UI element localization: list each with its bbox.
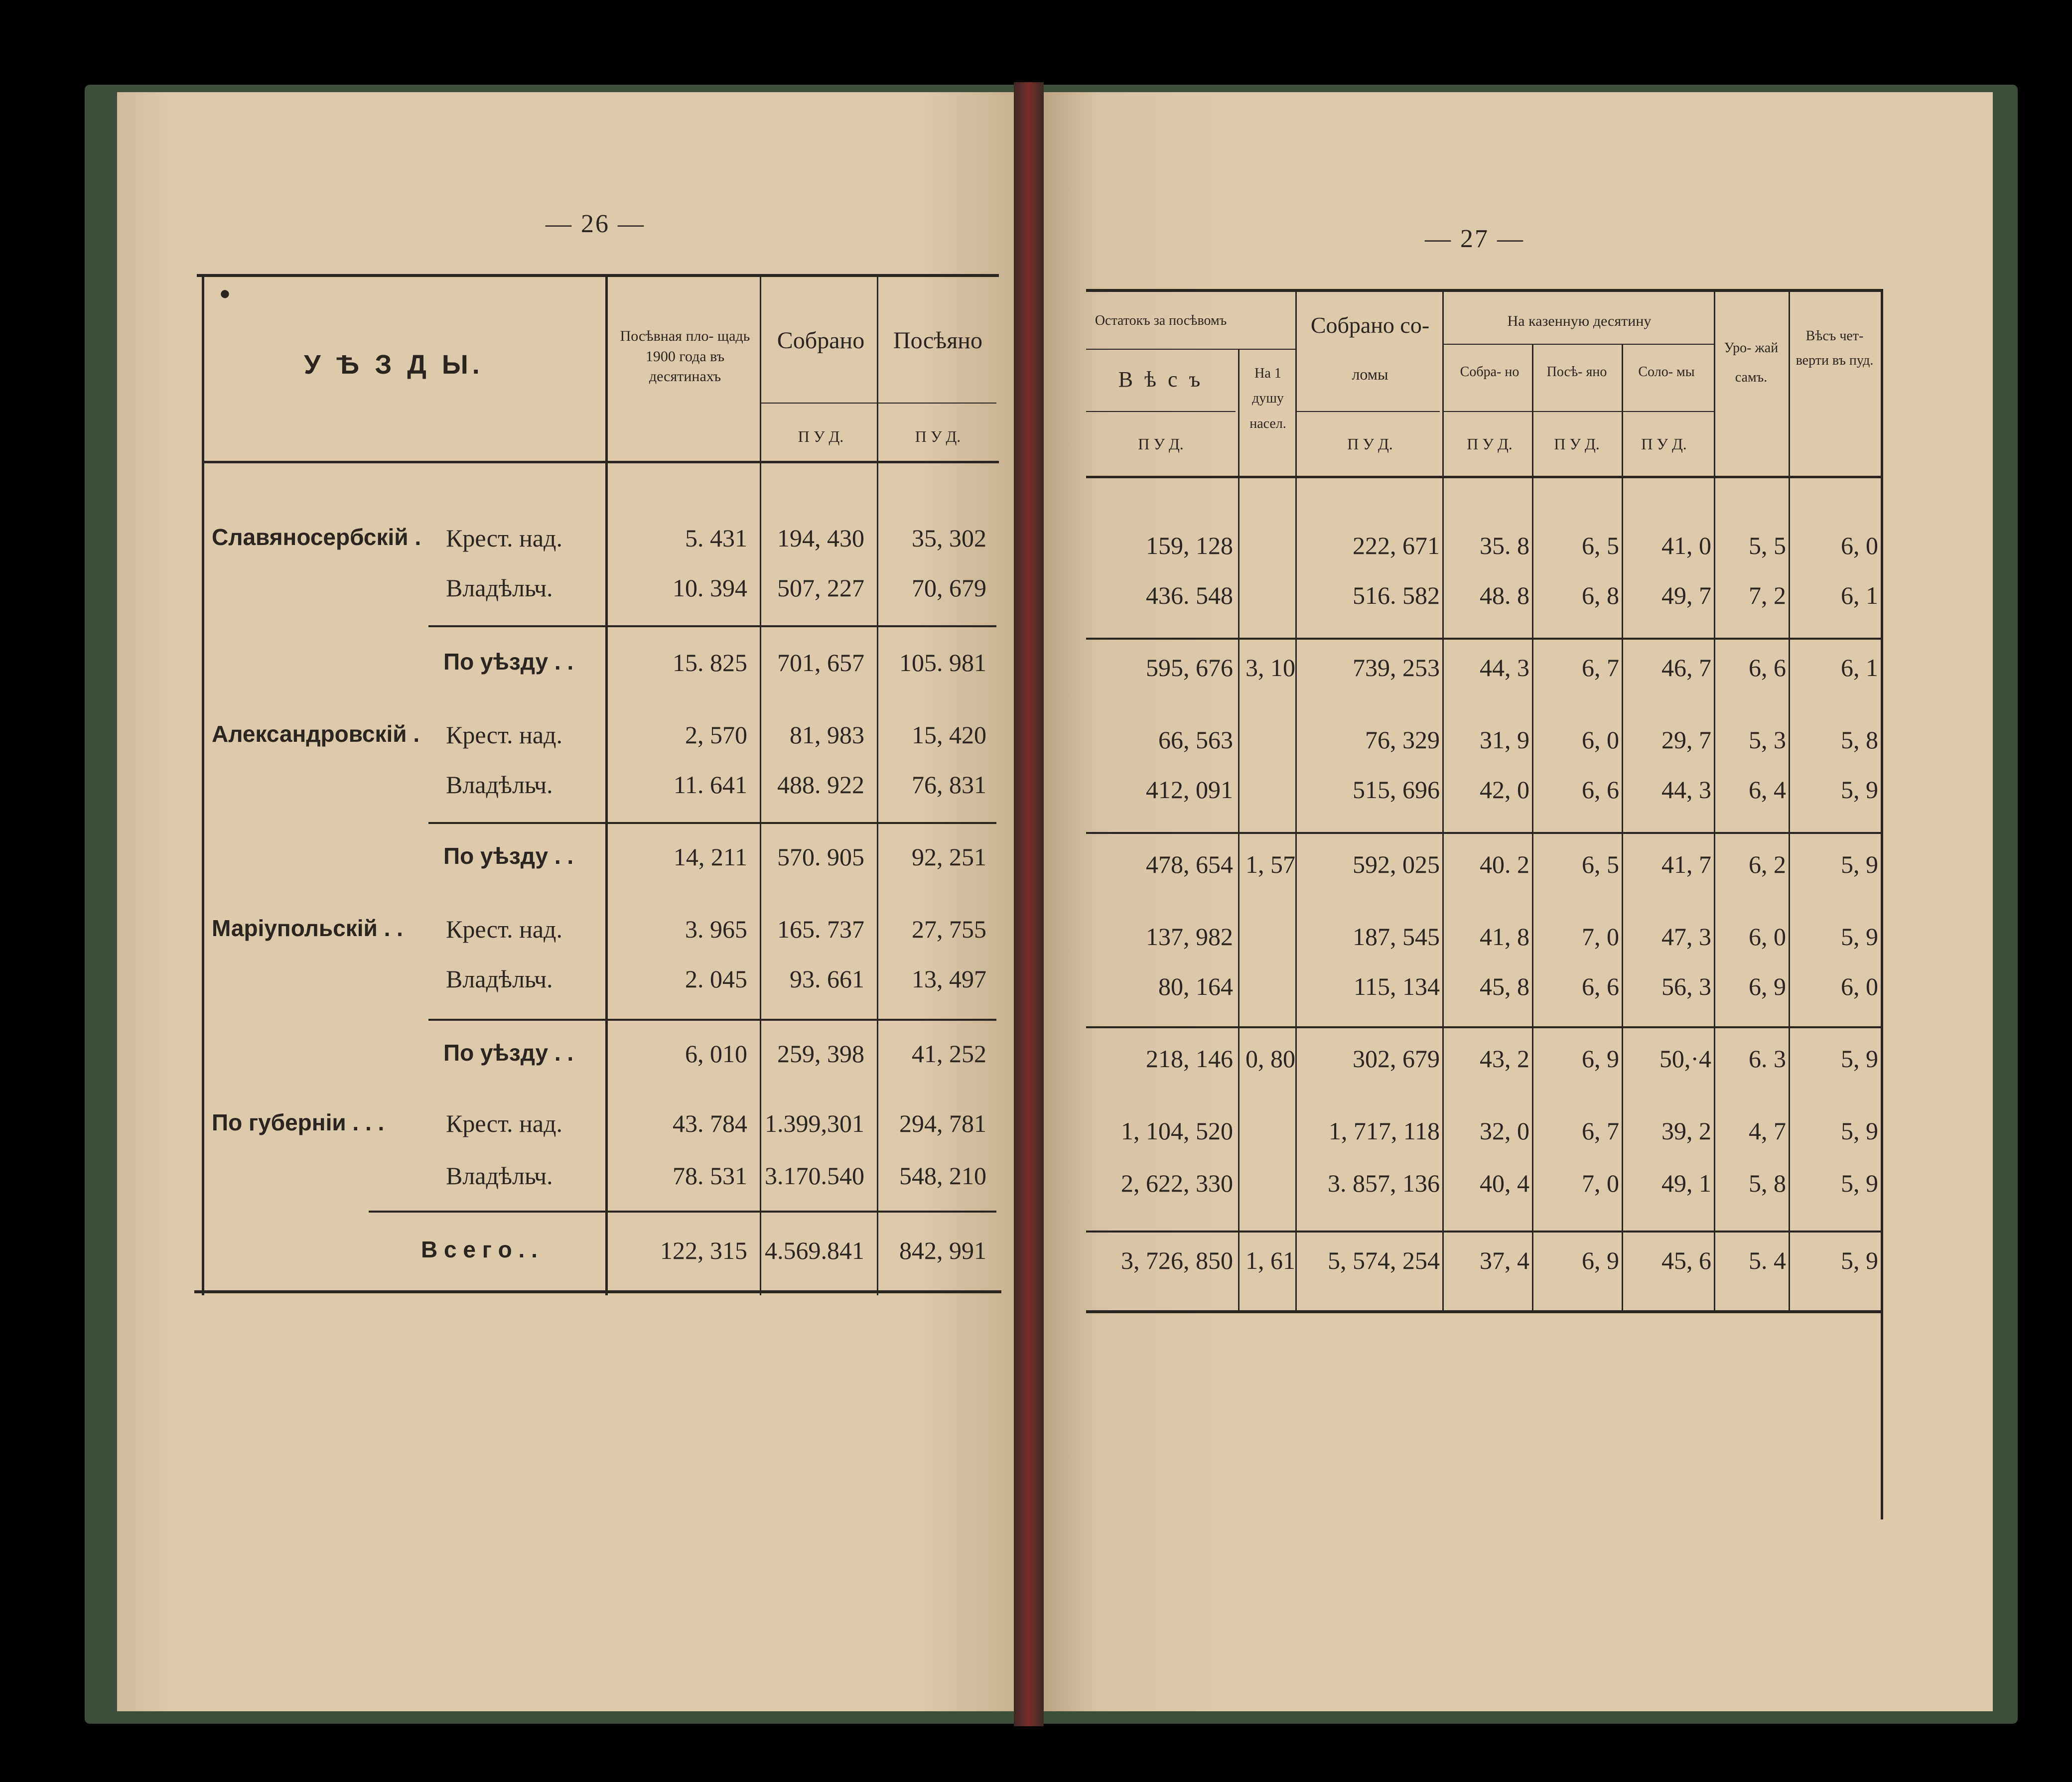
ves-chetverti-cell: 5, 9 [1841, 776, 1878, 804]
soloma-cell: 76, 329 [1365, 726, 1440, 754]
right-bottom-rule [1086, 1310, 1883, 1313]
area-cell: 5. 431 [685, 524, 747, 552]
ves-cell: 66, 563 [1158, 726, 1233, 754]
urozhai-cell: 5. 4 [1749, 1246, 1786, 1274]
sobrano-cell: 507, 227 [777, 574, 864, 602]
k-poseyano-cell: 6, 6 [1582, 972, 1619, 1000]
na1-cell: 1, 61 [1245, 1246, 1295, 1274]
k-sobrano-cell: 41, 8 [1480, 923, 1529, 951]
uezd-name: Александровскій . [212, 721, 420, 747]
poseyano-cell: 70, 679 [912, 574, 986, 602]
k-solomy-cell: 46, 7 [1661, 654, 1711, 682]
header-ves: В ѣ с ъ [1118, 367, 1204, 392]
marker-dot: ● [219, 283, 231, 304]
k-sobrano-cell: 32, 0 [1480, 1117, 1529, 1145]
subtotal-label: По уѣзду . . [443, 1040, 574, 1066]
ves-cell: 218, 146 [1146, 1045, 1233, 1073]
unit-k-sobrano: П У Д. [1467, 435, 1513, 453]
right-header-rule [1086, 476, 1883, 478]
unit-poseyano: П У Д. [915, 427, 961, 445]
sobrano-cell: 259, 398 [777, 1040, 864, 1068]
k-poseyano-cell: 6, 9 [1582, 1045, 1619, 1073]
unit-soloma: П У Д. [1347, 435, 1393, 453]
urozhai-cell: 5, 8 [1749, 1169, 1786, 1197]
k-sobrano-cell: 35. 8 [1480, 532, 1529, 559]
left-bottom-rule [194, 1290, 1001, 1293]
area-cell: 43. 784 [673, 1109, 747, 1137]
sobrano-cell: 488. 922 [777, 771, 864, 799]
ves-chetverti-cell: 5, 9 [1841, 850, 1878, 878]
subtotal-rule [1086, 832, 1883, 834]
area-cell: 2. 045 [685, 965, 747, 993]
k-solomy-cell: 56, 3 [1661, 972, 1711, 1000]
sobrano-cell: 570. 905 [777, 843, 864, 871]
subtotal-label: По уѣзду . . [443, 649, 574, 675]
right-top-rule [1086, 289, 1883, 292]
left-border [202, 274, 204, 1295]
na1-cell: 3, 10 [1245, 654, 1295, 682]
category-label: Владѣльч. [446, 965, 553, 993]
sub-rule [1295, 411, 1440, 412]
soloma-cell: 302, 679 [1353, 1045, 1440, 1073]
header-rule [202, 461, 999, 463]
soloma-cell: 3. 857, 136 [1328, 1169, 1440, 1197]
urozhai-cell: 6, 6 [1749, 654, 1786, 682]
urozhai-cell: 7, 2 [1749, 581, 1786, 609]
urozhai-cell: 6. 3 [1749, 1045, 1786, 1073]
sobrano-cell: 165. 737 [777, 915, 864, 943]
subtotal-rule [1086, 638, 1883, 640]
poseyano-cell: 294, 781 [899, 1109, 986, 1137]
header-k-poseyano: Посѣ- яно [1546, 364, 1607, 380]
area-cell: 122, 315 [660, 1236, 747, 1264]
poseyano-cell: 548, 210 [899, 1162, 986, 1190]
uezd-name: Маріупольскій . . [212, 915, 403, 941]
sobrano-cell: 3.170.540 [765, 1162, 864, 1190]
urozhai-cell: 6, 2 [1749, 850, 1786, 878]
col-sep [605, 274, 608, 1295]
k-poseyano-cell: 6, 5 [1582, 532, 1619, 559]
col-sep [1532, 344, 1533, 1310]
urozhai-cell: 4, 7 [1749, 1117, 1786, 1145]
k-poseyano-cell: 6, 9 [1582, 1246, 1619, 1274]
category-label: Крест. над. [446, 1109, 562, 1137]
urozhai-cell: 5, 3 [1749, 726, 1786, 754]
unit-rule [760, 403, 996, 404]
book-spine [1014, 82, 1044, 1726]
ves-chetverti-cell: 5, 9 [1841, 1117, 1878, 1145]
category-label: Владѣльч. [446, 574, 553, 602]
ves-cell: 412, 091 [1146, 776, 1233, 804]
header-sobrano: Собрано [777, 327, 865, 354]
poseyano-cell: 35, 302 [912, 524, 986, 552]
subtotal-label: По уѣзду . . [443, 843, 574, 869]
header-k-sobrano: Собра- но [1460, 364, 1519, 380]
poseyano-cell: 13, 497 [912, 965, 986, 993]
urozhai-cell: 6, 0 [1749, 923, 1786, 951]
k-poseyano-cell: 6, 6 [1582, 776, 1619, 804]
total-rule [369, 1211, 996, 1213]
urozhai-cell: 5, 5 [1749, 532, 1786, 559]
ves-chetverti-cell: 6, 1 [1841, 654, 1878, 682]
k-poseyano-cell: 6, 7 [1582, 1117, 1619, 1145]
k-solomy-cell: 49, 1 [1661, 1169, 1711, 1197]
subtotal-rule [428, 1019, 996, 1021]
header-ves-chetverti: Вѣсъ чет- верти въ пуд. [1796, 328, 1874, 368]
soloma-cell: 5, 574, 254 [1328, 1246, 1440, 1274]
k-solomy-cell: 41, 7 [1661, 850, 1711, 878]
soloma-cell: 1, 717, 118 [1328, 1117, 1440, 1145]
k-poseyano-cell: 7, 0 [1582, 923, 1619, 951]
sobrano-cell: 4.569.841 [765, 1236, 864, 1264]
header-poseyano: Посѣяно [893, 327, 982, 354]
unit-k-solomy: П У Д. [1641, 435, 1687, 453]
header-urozhai: Уро- жай самъ. [1724, 340, 1779, 385]
uezd-name: По губерніи . . . [212, 1109, 385, 1135]
ves-chetverti-cell: 5, 9 [1841, 1045, 1878, 1073]
poseyano-cell: 41, 252 [912, 1040, 986, 1068]
ves-chetverti-cell: 6, 1 [1841, 581, 1878, 609]
ves-cell: 159, 128 [1146, 532, 1233, 559]
header-area: Посѣвная пло- щадь 1900 года въ десятинахъ [620, 328, 750, 385]
ves-chetverti-cell: 5, 9 [1841, 923, 1878, 951]
sobrano-cell: 701, 657 [777, 649, 864, 677]
unit-sobrano: П У Д. [798, 427, 844, 445]
ves-chetverti-cell: 5, 9 [1841, 1169, 1878, 1197]
col-sep [1714, 289, 1715, 1310]
col-sep [1442, 289, 1444, 1310]
k-sobrano-cell: 40, 4 [1480, 1169, 1529, 1197]
soloma-cell: 739, 253 [1353, 654, 1440, 682]
sobrano-cell: 93. 661 [790, 965, 864, 993]
ves-chetverti-cell: 5, 9 [1841, 1246, 1878, 1274]
k-poseyano-cell: 6, 0 [1582, 726, 1619, 754]
header-k-solomy: Соло- мы [1638, 364, 1695, 380]
soloma-cell: 516. 582 [1353, 581, 1440, 609]
k-solomy-cell: 49, 7 [1661, 581, 1711, 609]
header-na-kazennuyu: На казенную десятину [1507, 313, 1652, 329]
ves-cell: 1, 104, 520 [1121, 1117, 1233, 1145]
sub-rule [1086, 349, 1295, 350]
category-label: Владѣльч. [446, 1162, 553, 1190]
sobrano-cell: 194, 430 [777, 524, 864, 552]
urozhai-cell: 6, 9 [1749, 972, 1786, 1000]
ves-cell: 137, 982 [1146, 923, 1233, 951]
k-sobrano-cell: 48. 8 [1480, 581, 1529, 609]
ves-cell: 478, 654 [1146, 850, 1233, 878]
category-label: Крест. над. [446, 915, 562, 943]
subtotal-rule [1086, 1026, 1883, 1028]
ves-chetverti-cell: 5, 8 [1841, 726, 1878, 754]
k-solomy-cell: 44, 3 [1661, 776, 1711, 804]
k-sobrano-cell: 42, 0 [1480, 776, 1529, 804]
uezd-name: Славяносербскій . [212, 524, 421, 550]
header-uezdy: У Ѣ З Д Ы. [304, 350, 484, 380]
k-poseyano-cell: 6, 5 [1582, 850, 1619, 878]
k-solomy-cell: 29, 7 [1661, 726, 1711, 754]
subtotal-label: В с е г о . . [421, 1236, 538, 1262]
ves-chetverti-cell: 6, 0 [1841, 972, 1878, 1000]
urozhai-cell: 6, 4 [1749, 776, 1786, 804]
area-cell: 15. 825 [673, 649, 747, 677]
total-rule [1086, 1231, 1883, 1233]
area-cell: 14, 211 [673, 843, 747, 871]
subtotal-rule [428, 625, 996, 627]
sub-rule [1442, 411, 1714, 412]
k-poseyano-cell: 6, 7 [1582, 654, 1619, 682]
sobrano-cell: 81, 983 [790, 721, 864, 749]
left-top-rule [197, 274, 999, 277]
k-sobrano-cell: 37, 4 [1480, 1246, 1529, 1274]
category-label: Крест. над. [446, 524, 562, 552]
poseyano-cell: 92, 251 [912, 843, 986, 871]
col-sep [1789, 289, 1790, 1310]
header-ostatok: Остатокъ за посѣвомъ [1095, 313, 1227, 328]
poseyano-cell: 105. 981 [899, 649, 986, 677]
ves-cell: 2, 622, 330 [1121, 1169, 1233, 1197]
header-soloma-line2: ломы [1352, 365, 1388, 383]
area-cell: 2, 570 [685, 721, 747, 749]
na1-cell: 1, 57 [1245, 850, 1295, 878]
poseyano-cell: 15, 420 [912, 721, 986, 749]
k-sobrano-cell: 40. 2 [1480, 850, 1529, 878]
soloma-cell: 222, 671 [1353, 532, 1440, 559]
ves-cell: 436. 548 [1146, 581, 1233, 609]
soloma-cell: 515, 696 [1353, 776, 1440, 804]
soloma-cell: 592, 025 [1353, 850, 1440, 878]
poseyano-cell: 27, 755 [912, 915, 986, 943]
ves-cell: 3, 726, 850 [1121, 1246, 1233, 1274]
subtotal-rule [428, 822, 996, 824]
col-sep [1622, 344, 1623, 1310]
k-sobrano-cell: 45, 8 [1480, 972, 1529, 1000]
unit-k-poseyano: П У Д. [1554, 435, 1600, 453]
k-solomy-cell: 47, 3 [1661, 923, 1711, 951]
k-solomy-cell: 50,·4 [1659, 1045, 1711, 1073]
soloma-cell: 187, 545 [1353, 923, 1440, 951]
k-solomy-cell: 39, 2 [1661, 1117, 1711, 1145]
k-poseyano-cell: 7, 0 [1582, 1169, 1619, 1197]
sobrano-cell: 1.399,301 [765, 1109, 864, 1137]
ves-chetverti-cell: 6, 0 [1841, 532, 1878, 559]
poseyano-cell: 76, 831 [912, 771, 986, 799]
soloma-cell: 115, 134 [1353, 972, 1440, 1000]
category-label: Владѣльч. [446, 771, 553, 799]
k-sobrano-cell: 44, 3 [1480, 654, 1529, 682]
k-sobrano-cell: 31, 9 [1480, 726, 1529, 754]
header-soloma-line1: Собрано со- [1310, 312, 1430, 338]
area-cell: 3. 965 [685, 915, 747, 943]
k-solomy-cell: 41, 0 [1661, 532, 1711, 559]
sub-rule [1086, 411, 1236, 412]
area-cell: 11. 641 [673, 771, 747, 799]
unit-ves: П У Д. [1138, 435, 1184, 453]
k-solomy-cell: 45, 6 [1661, 1246, 1711, 1274]
na1-cell: 0, 80 [1245, 1045, 1295, 1073]
area-cell: 10. 394 [673, 574, 747, 602]
category-label: Крест. над. [446, 721, 562, 749]
header-na1: На 1 душу насел. [1249, 366, 1286, 431]
k-sobrano-cell: 43, 2 [1480, 1045, 1529, 1073]
right-border [1881, 289, 1883, 1519]
page-number-left: — 26 — [546, 210, 645, 238]
area-cell: 78. 531 [673, 1162, 747, 1190]
page-number-right: — 27 — [1425, 225, 1524, 253]
col-sep [1238, 349, 1240, 1310]
ves-cell: 80, 164 [1158, 972, 1233, 1000]
ves-cell: 595, 676 [1146, 654, 1233, 682]
k-poseyano-cell: 6, 8 [1582, 581, 1619, 609]
area-cell: 6, 010 [685, 1040, 747, 1068]
col-sep [1295, 289, 1297, 1310]
poseyano-cell: 842, 991 [899, 1236, 986, 1264]
sub-rule [1442, 344, 1714, 345]
